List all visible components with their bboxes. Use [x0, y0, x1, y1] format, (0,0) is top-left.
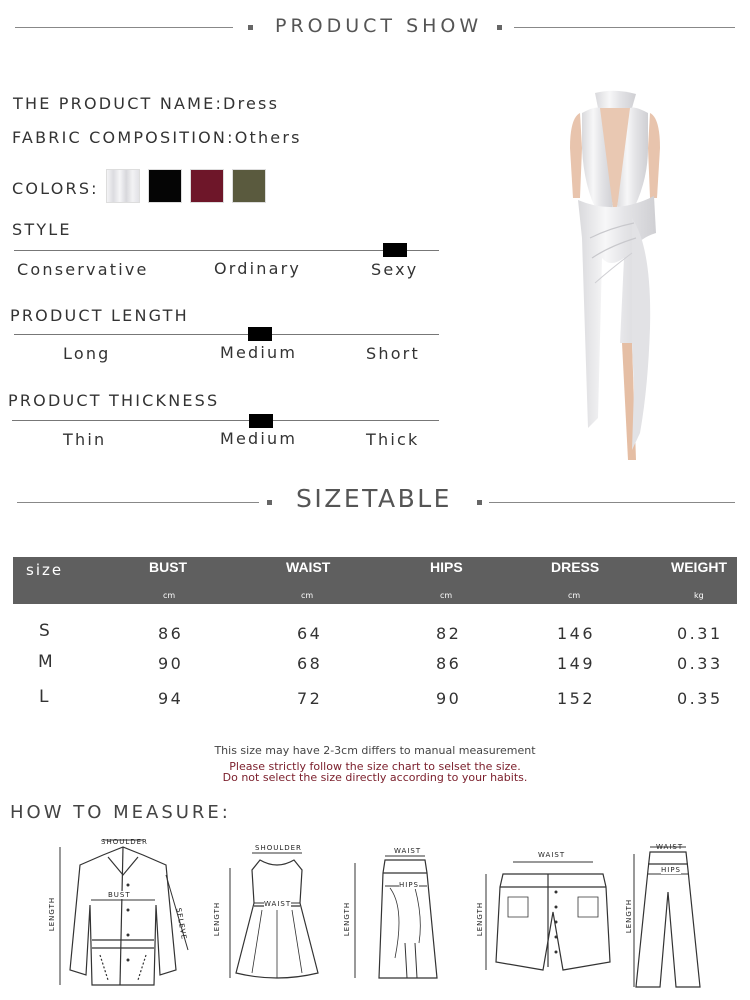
sizetable-dot-left [267, 500, 272, 505]
label-skirt-hips: HIPS [399, 881, 419, 889]
size-note-follow-chart: Please strictly follow the size chart to selset the size. [229, 760, 521, 773]
color-swatch-olive[interactable] [232, 169, 266, 203]
length-scale-line [14, 334, 439, 335]
thickness-scale-line [12, 420, 439, 421]
row-dress: 146 [557, 624, 596, 643]
length-option-medium: Medium [220, 343, 298, 362]
row-weight: 0.31 [677, 624, 723, 643]
label-shorts-waist: WAIST [538, 851, 566, 859]
sizetable-title: SIZETABLE [296, 484, 452, 513]
label-dress-length: LENGTH [213, 901, 222, 937]
label-shorts-length: LENGTH [476, 901, 485, 937]
sizetable-dot-right [477, 500, 482, 505]
label-jacket-length: LENGTH [48, 896, 57, 932]
label-pants-length: LENGTH [625, 898, 634, 934]
color-swatch-black[interactable] [148, 169, 182, 203]
label-pants-hips: HIPS [661, 866, 681, 874]
col-header-bust: BUST [149, 559, 188, 575]
unit-waist: cm [301, 591, 314, 600]
section-divider-left [15, 27, 233, 28]
label-skirt-length: LENGTH [343, 901, 352, 937]
section-divider-right [514, 27, 735, 28]
col-header-waist: WAIST [286, 559, 331, 575]
row-hips: 82 [436, 624, 462, 643]
unit-bust: cm [163, 591, 176, 600]
row-waist: 72 [297, 689, 323, 708]
thickness-title: PRODUCT THICKNESS [8, 391, 220, 410]
product-name-row [13, 94, 279, 113]
row-size: L [39, 687, 49, 707]
thickness-option-thin: Thin [63, 430, 107, 449]
row-size: M [38, 652, 53, 672]
how-to-measure-title: HOW TO MEASURE: [10, 802, 231, 823]
row-hips: 86 [436, 654, 462, 673]
length-option-short: Short [366, 344, 420, 363]
fabric-row [12, 128, 302, 147]
thickness-option-thick: Thick [366, 430, 420, 449]
label-dress-shoulder: SHOULDER [255, 844, 302, 852]
label-skirt-waist: WAIST [394, 847, 422, 855]
row-bust: 90 [158, 654, 184, 673]
product-show-title: PRODUCT SHOW [275, 15, 483, 37]
color-swatch-burgundy[interactable] [190, 169, 224, 203]
product-name-value: Dress [223, 94, 280, 113]
row-dress: 152 [557, 689, 596, 708]
style-option-ordinary: Ordinary [214, 259, 302, 278]
style-option-sexy: Sexy [371, 260, 419, 279]
row-hips: 90 [436, 689, 462, 708]
section-dot-left [248, 25, 253, 30]
dress-measure-diagram [222, 848, 332, 988]
label-jacket-shoulder: SHOULDER [101, 838, 148, 846]
row-size: S [39, 621, 50, 641]
label-jacket-sleeve: SELEVE [174, 907, 188, 941]
size-note-habits: Do not select the size directly according to your habits. [222, 771, 528, 784]
sizetable-divider-right [489, 502, 735, 503]
style-scale-line [14, 250, 439, 251]
color-swatch-white[interactable] [106, 169, 140, 203]
row-bust: 94 [158, 689, 184, 708]
fabric-label: FABRIC COMPOSITION: [12, 128, 235, 147]
unit-weight: kg [694, 591, 704, 600]
skirt-measure-diagram [345, 848, 445, 988]
col-header-hips: HIPS [430, 559, 463, 575]
col-header-dress: DRESS [551, 559, 600, 575]
length-title: PRODUCT LENGTH [10, 306, 189, 325]
col-header-weight: WEIGHT [671, 559, 727, 575]
product-name-label: THE PRODUCT NAME: [13, 94, 224, 113]
unit-dress: cm [568, 591, 581, 600]
sizetable-divider-left [17, 502, 259, 503]
colors-label: COLORS: [12, 179, 99, 198]
style-option-conservative: Conservative [17, 260, 149, 279]
section-dot-right [497, 25, 502, 30]
row-bust: 86 [158, 624, 184, 643]
style-selected-marker [383, 243, 407, 257]
style-title: STYLE [12, 220, 72, 239]
fabric-value: Others [234, 128, 302, 147]
label-pants-waist: WAIST [656, 843, 684, 851]
col-header-size: size [26, 561, 64, 579]
label-jacket-bust: BUST [108, 891, 131, 899]
size-table-header [13, 557, 737, 604]
row-dress: 149 [557, 654, 596, 673]
size-note-measurement: This size may have 2-3cm differs to manual measurement [214, 744, 536, 757]
shorts-measure-diagram [478, 852, 618, 977]
row-weight: 0.33 [677, 654, 723, 673]
row-weight: 0.35 [677, 689, 723, 708]
row-waist: 64 [297, 624, 323, 643]
product-photo [540, 88, 680, 466]
length-option-long: Long [63, 344, 111, 363]
thickness-option-medium: Medium [220, 429, 298, 448]
unit-hips: cm [440, 591, 453, 600]
label-dress-waist: WAIST [264, 900, 292, 908]
pants-measure-diagram [628, 842, 708, 992]
row-waist: 68 [297, 654, 323, 673]
thickness-selected-marker [249, 414, 273, 428]
length-selected-marker [248, 327, 272, 341]
